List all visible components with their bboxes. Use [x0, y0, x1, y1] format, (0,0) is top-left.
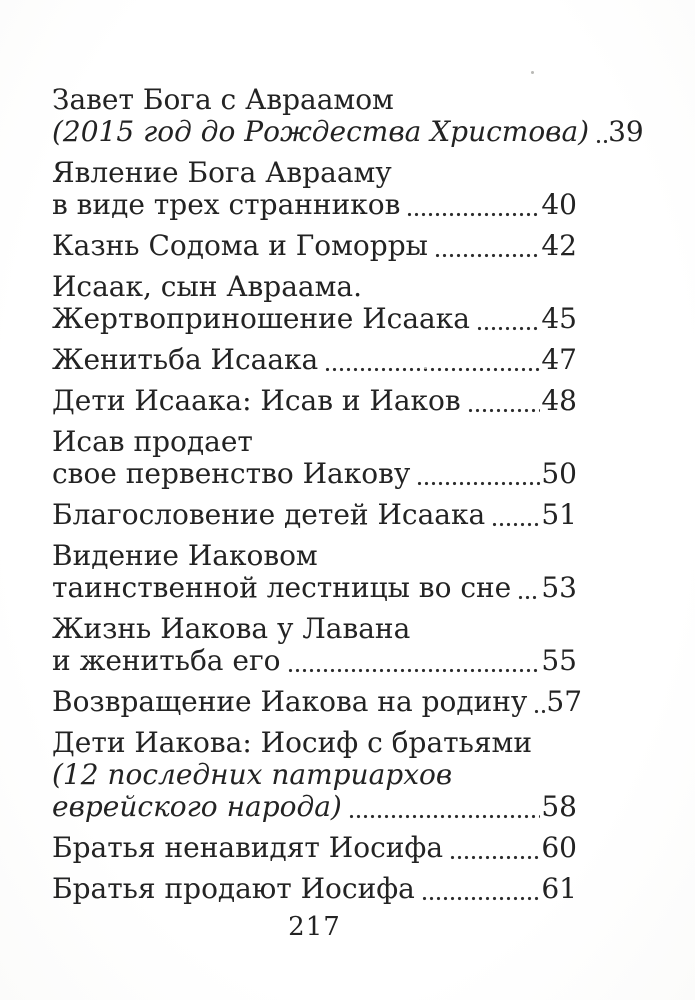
dotted-leader	[517, 572, 540, 604]
toc-entry-title: Дети Исаака: Исав и Иаков	[52, 384, 461, 417]
toc-entry	[52, 873, 577, 905]
toc-entry-title: еврейского народа)	[52, 790, 342, 823]
toc-entry-title: свое первенство Иакову	[52, 457, 411, 490]
toc-entry-line	[52, 832, 577, 864]
toc-entry	[52, 157, 577, 221]
toc-page-number: 42	[541, 229, 577, 262]
toc-entry-line	[52, 458, 577, 490]
toc-page-number: 48	[541, 384, 577, 417]
dotted-leader	[421, 873, 540, 905]
dotted-leader	[491, 499, 540, 531]
toc-page-number: 50	[541, 457, 577, 490]
dotted-leader	[595, 116, 607, 148]
toc-entry	[52, 385, 577, 417]
toc-page-number: 51	[541, 498, 577, 531]
dotted-leader	[449, 832, 540, 864]
toc-entry	[52, 344, 577, 376]
dotted-leader	[467, 385, 541, 417]
toc-entry	[52, 83, 644, 148]
dotted-leader	[416, 458, 540, 490]
toc-page-number: 58	[541, 790, 577, 823]
toc-entry-line	[52, 115, 644, 148]
toc-entry-line	[52, 303, 577, 335]
toc-entry	[52, 685, 583, 718]
toc-entry-line	[52, 499, 577, 531]
toc-entry-title: Жертвоприношение Исаака	[52, 302, 470, 335]
toc-entry-line: Исав продает	[52, 425, 253, 458]
toc-entry-line: Исаак, сын Авраама.	[52, 270, 362, 303]
toc-entry	[52, 271, 577, 335]
toc-page-number: 45	[541, 302, 577, 335]
toc-entry-line	[52, 189, 577, 221]
dotted-leader	[533, 686, 545, 718]
dotted-leader	[287, 645, 541, 677]
toc-page-number: 39	[608, 115, 644, 148]
toc-entry-title: Благословение детей Исаака	[52, 498, 486, 531]
toc-entry-line	[52, 791, 577, 823]
scan-speck	[531, 71, 534, 74]
toc-entry	[52, 613, 577, 677]
toc-entry	[52, 426, 577, 490]
toc-entry-line	[52, 385, 577, 417]
toc-page-number: 55	[541, 644, 577, 677]
scan-speck	[424, 367, 427, 369]
toc-page-number: 57	[546, 685, 583, 718]
toc-entry-line	[52, 344, 577, 376]
toc-entry-line: Дети Иакова: Иосиф с братьями	[52, 726, 532, 759]
dotted-leader	[324, 344, 540, 376]
toc-entry	[52, 230, 577, 262]
toc-entry	[52, 727, 577, 823]
toc-entry-line	[52, 572, 577, 604]
page-number-footer: 217	[288, 912, 341, 942]
toc-entry-line	[52, 230, 577, 262]
toc-entry-line: Жизнь Иакова у Лавана	[52, 612, 411, 645]
toc-page-number: 61	[541, 872, 577, 905]
dotted-leader	[406, 189, 540, 221]
toc-entry-title: и женитьба его	[52, 644, 281, 677]
toc-page-number: 60	[541, 831, 577, 864]
toc-entry-title: в виде трех странников	[52, 188, 401, 221]
toc-entry	[52, 832, 577, 864]
toc-entry-line	[52, 645, 577, 677]
toc-entry-line: Видение Иаковом	[52, 539, 318, 572]
toc-entry	[52, 540, 577, 604]
toc-entry-title: Возвращение Иакова на родину	[52, 685, 528, 718]
toc-entry-line	[52, 685, 583, 718]
toc-entry-line: Завет Бога с Авраамом	[52, 83, 394, 116]
toc-page-number: 40	[541, 188, 577, 221]
toc-page-number: 53	[541, 571, 577, 604]
dotted-leader	[348, 791, 541, 823]
toc-entry-title: (2015 год до Рождества Христова)	[52, 115, 590, 148]
toc-entry-title: Казнь Содома и Гоморры	[52, 229, 428, 262]
toc-entry-title: Братья продают Иосифа	[52, 872, 415, 905]
dotted-leader	[434, 230, 540, 262]
toc-entry-title: Братья ненавидят Иосифа	[52, 831, 444, 864]
toc-entry	[52, 499, 577, 531]
toc-entry-title: таинственной лестницы во сне	[52, 571, 512, 604]
toc-entry-line: (12 последних патриархов	[52, 758, 453, 791]
dotted-leader	[476, 303, 540, 335]
toc-entry-title: Женитьба Исаака	[52, 343, 319, 376]
toc-entry-line	[52, 873, 577, 905]
toc-page-number: 47	[541, 343, 577, 376]
toc-entry-line: Явление Бога Аврааму	[52, 156, 392, 189]
